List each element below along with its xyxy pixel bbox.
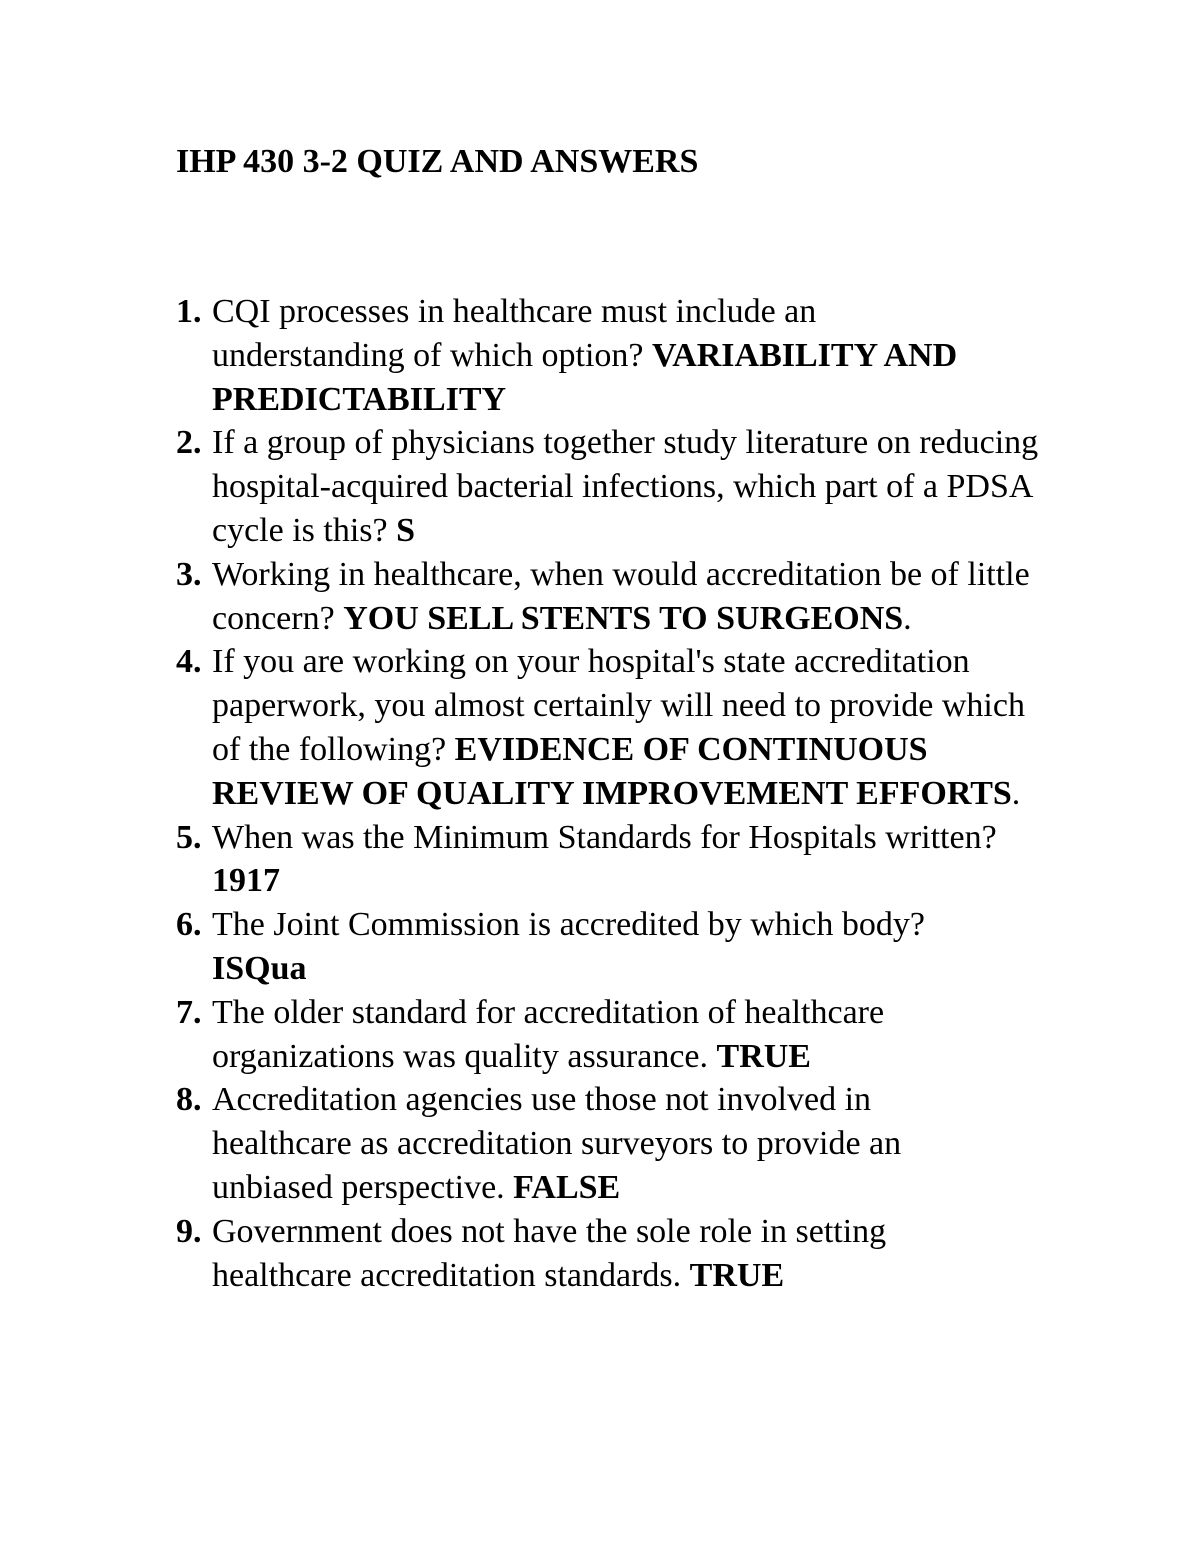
question-text: The Joint Commission is accredited by which body? xyxy=(212,906,925,944)
question-number: 5. xyxy=(176,818,202,856)
list-item xyxy=(176,421,1076,552)
question-text: Accreditation agencies use those not involved in healthcare as accreditation surveyors to provide an unbiased perspective. xyxy=(212,1081,902,1206)
trailing-text: . xyxy=(903,599,912,637)
list-item xyxy=(176,816,1062,904)
question-number: 8. xyxy=(176,1081,202,1119)
question-number: 3. xyxy=(176,555,202,593)
question-text: Government does not have the sole role in setting healthcare accreditation standards. xyxy=(212,1212,887,1294)
question-number: 7. xyxy=(176,993,202,1031)
question-text: CQI processes in healthcare must include an understanding of which option? xyxy=(212,293,817,374)
question-text: When was the Minimum Standards for Hospitals written? xyxy=(212,818,997,856)
question-text: If a group of physicians together study literature on reducing hospital-acquired bacterial infections, which part of a PDSA cycle is this? xyxy=(212,424,1039,549)
answer-text: ISQua xyxy=(212,949,307,987)
answer-text: S xyxy=(396,511,416,549)
question-text: The older standard for accreditation of healthcare organizations was quality assurance. xyxy=(212,993,885,1075)
answer-text: TRUE xyxy=(716,1037,811,1075)
answer-text: VARIABILITY AND PREDICTABILITY xyxy=(212,336,958,418)
question-list xyxy=(176,290,1076,1297)
list-item xyxy=(176,903,1012,991)
list-item xyxy=(176,1210,992,1298)
list-item xyxy=(176,553,1076,641)
answer-text: TRUE xyxy=(689,1256,785,1294)
list-item xyxy=(176,991,992,1079)
question-number: 4. xyxy=(176,643,202,681)
question-number: 9. xyxy=(176,1212,202,1250)
answer-text: EVIDENCE OF CONTINUOUS REVIEW OF QUALITY IMPROVEMENT EFFORTS xyxy=(212,730,1012,812)
question-text: If you are working on your hospital's state accreditation paperwork, you almost certainly will need to provide which of the following? xyxy=(212,643,1025,768)
question-number: 1. xyxy=(176,293,202,330)
answer-text: YOU SELL STENTS TO SURGEONS xyxy=(343,599,904,637)
trailing-text: . xyxy=(1011,774,1021,812)
answer-text: FALSE xyxy=(513,1168,621,1206)
answer-text: 1917 xyxy=(212,862,280,900)
list-item xyxy=(176,640,1032,815)
list-item xyxy=(176,1078,992,1209)
page-title: IHP 430 3-2 QUIZ AND ANSWERS xyxy=(176,143,699,180)
list-item xyxy=(176,290,1012,421)
question-text: Working in healthcare, when would accreditation be of little concern? xyxy=(212,555,1030,637)
question-number: 6. xyxy=(176,906,202,944)
question-number: 2. xyxy=(176,424,202,462)
